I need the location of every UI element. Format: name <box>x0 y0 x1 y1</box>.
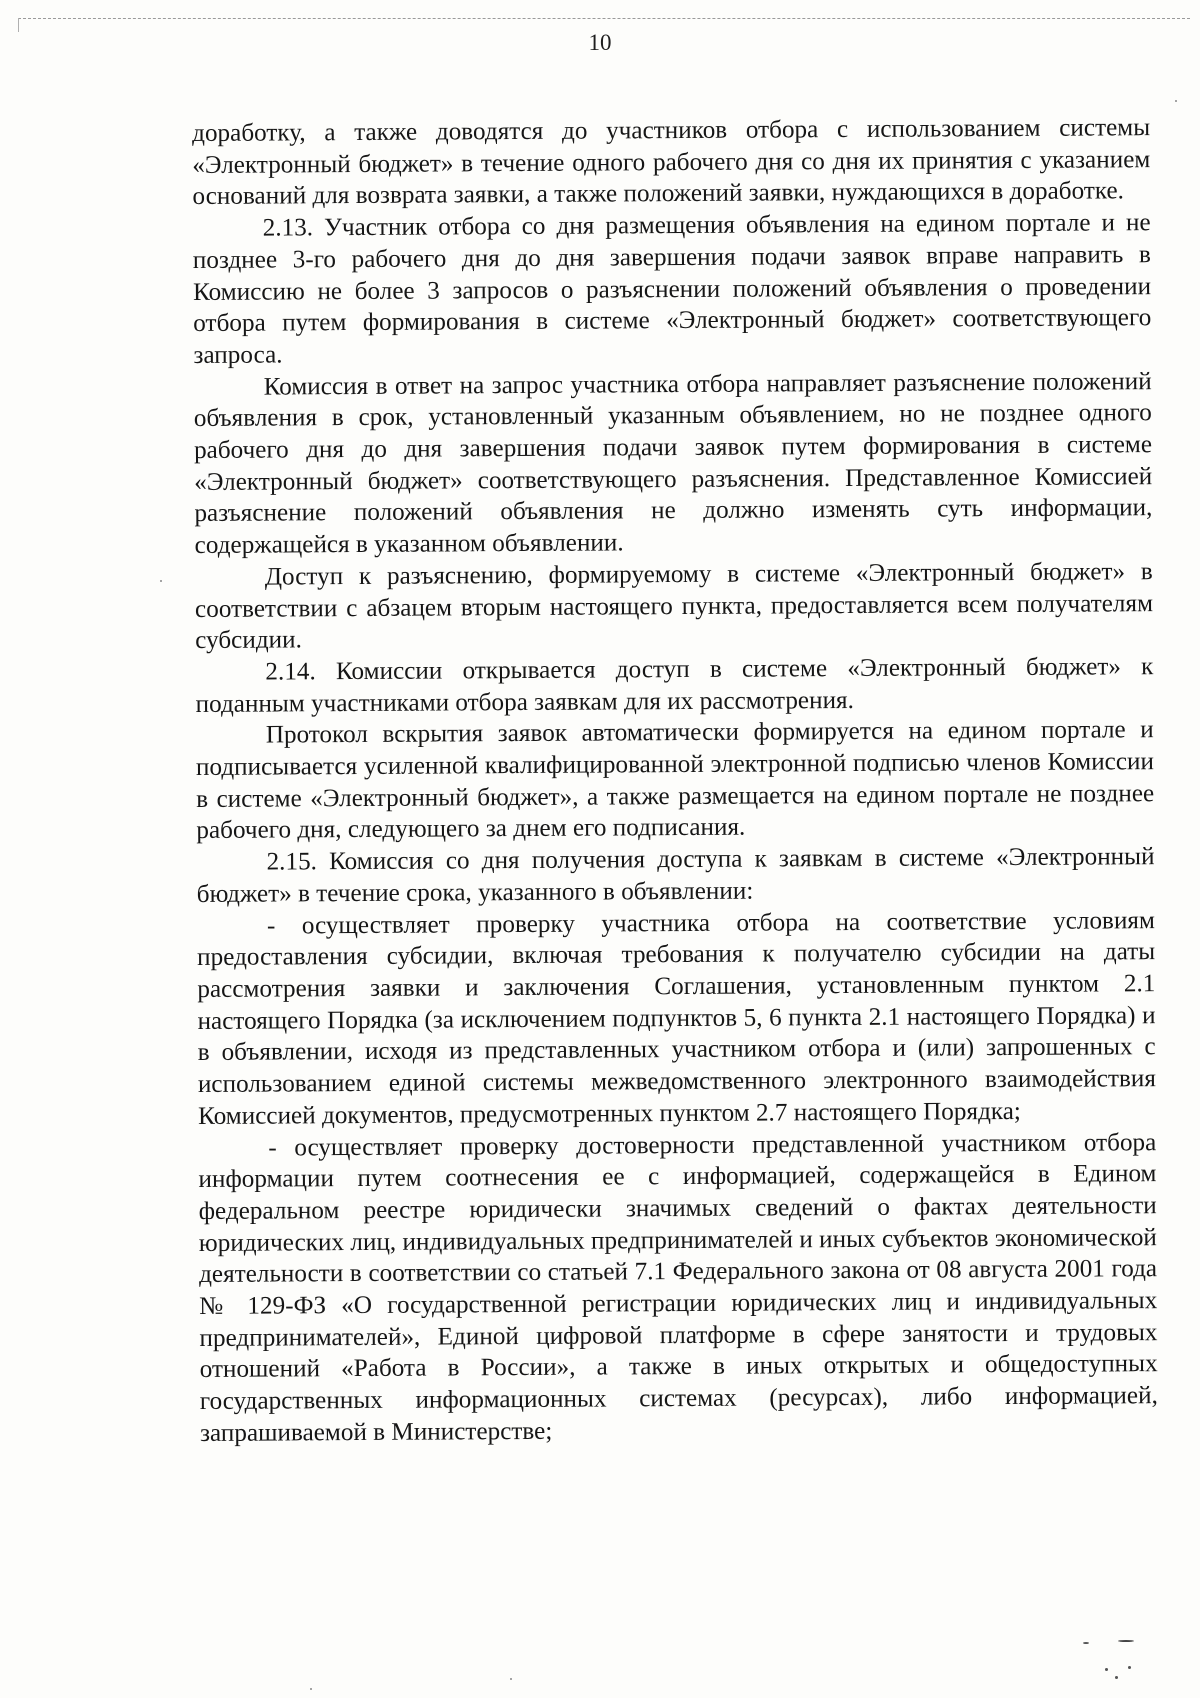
scan-speck <box>1083 1642 1089 1644</box>
scan-speck <box>310 1688 312 1690</box>
page-number: 10 <box>588 30 612 55</box>
paragraph: 2.15. Комиссия со дня получения доступа к заявкам в системе «Электронный бюджет» в течение срока, указанного в объявлении: <box>196 843 1155 908</box>
paragraph: - осуществляет проверку достоверности представленной участником отбора информации путем соотнесения ее с информацией, содержащейся в Едином федеральном реестре юридически значимых сведений о фактах деятельности юридических лиц, индивидуальных предпринимателей и иных субъектов экономической деятельности в соответствии со статьей 7.1 Федерального закона от 08 августа 2001 года № 129-ФЗ «О государственной регистрации юридических лиц и индивидуальных предпринимателей», Единой цифровой платформе в сфере занятости и трудовых отношений «Работа в России», а также в иных открытых и общедоступных государственных информационных системах (ресурсах), либо информацией, запрашиваемой в Министерстве; <box>198 1128 1158 1447</box>
paragraph: Доступ к разъяснению, формируемому в системе «Электронный бюджет» в соответствии с абзацем вторым настоящего пункта, предоставляется всем получателям субсидии. <box>194 557 1154 655</box>
paragraph: доработку, а также доводятся до участников отбора с использованием системы «Электронный бюджет» в течение одного рабочего дня со дня их принятия с указанием оснований для возврата заявки, а также положений заявки, нуждающихся в доработке. <box>192 114 1151 211</box>
document-body <box>192 112 1158 1449</box>
scan-speck <box>510 1678 512 1680</box>
paragraph: - осуществляет проверку участника отбора на соответствие условиям предоставления субсидии, включая требования к получателю субсидии на даты рассмотрения заявки и заключения Соглашения, установленным пунктом 2.1 настоящего Порядка (за исключением подпунктов 5, 6 пункта 2.1 настоящего Порядка) и в объявлении, исходя из представленных участником отбора и (или) запрошенных с использованием единой системы межведомственного электронного взаимодействия Комиссией документов, предусмотренных пунктом 2.7 настоящего Порядка; <box>197 906 1156 1130</box>
scan-speck <box>1128 1666 1131 1669</box>
scan-speck <box>160 580 162 582</box>
scan-edge-line <box>18 18 1190 19</box>
scan-speck <box>1118 1640 1134 1642</box>
scan-speck <box>1105 1668 1108 1671</box>
paragraph: Протокол вскрытия заявок автоматически формируется на едином портале и подписывается усиленной квалифицированной электронной подписью членов Комиссии в системе «Электронный бюджет», а также размещается на едином портале не позднее рабочего дня, следующего за днем его подписания. <box>195 716 1155 845</box>
paragraph: 2.13. Участник отбора со дня размещения объявления на едином портале и не позднее 3-го рабочего дня до дня завершения подачи заявок вправе направить в Комиссию не более 3 запросов о разъяснении положений объявления о проведении отбора путем формирования в системе «Электронный бюджет» соответствующего запроса. <box>192 209 1152 369</box>
scan-speck <box>1115 1676 1118 1679</box>
paragraph: 2.14. Комиссии открывается доступ в системе «Электронный бюджет» к поданным участниками отбора заявкам для их рассмотрения. <box>195 653 1154 718</box>
paragraph: Комиссия в ответ на запрос участника отбора направляет разъяснение положений объявления в срок, установленный указанным объявлением, но не позднее одного рабочего дня до дня завершения подачи заявок путем формирования в системе «Электронный бюджет» соответствующего разъяснения. Представленное Комиссией разъяснение положений объявления не должно изменять суть информации, содержащейся в указанном объявлении. <box>193 367 1153 560</box>
scan-speck <box>1175 100 1177 102</box>
